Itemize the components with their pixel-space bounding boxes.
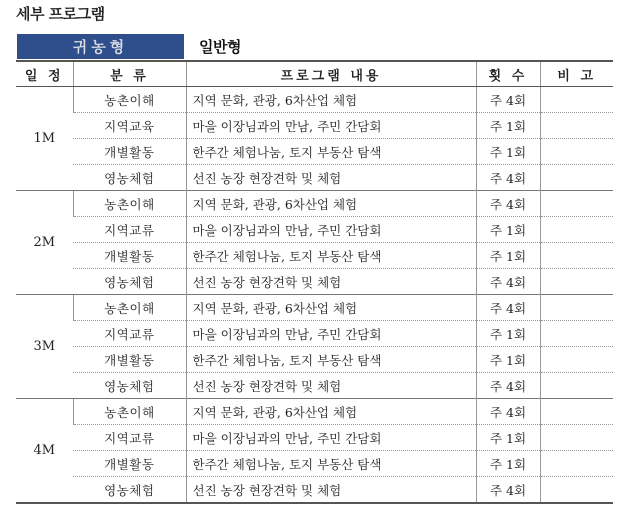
category-cell: 영농체험 (73, 165, 186, 191)
frequency-cell: 주 4회 (476, 269, 540, 295)
category-cell: 농촌이해 (73, 191, 186, 217)
category-cell: 개별활동 (73, 243, 186, 269)
category-cell: 지역교육 (73, 113, 186, 139)
frequency-cell: 주 1회 (476, 425, 540, 451)
frequency-cell: 주 1회 (476, 139, 540, 165)
table-row (16, 295, 613, 321)
frequency-cell: 주 4회 (476, 165, 540, 191)
category-cell: 농촌이해 (73, 87, 186, 113)
month-cell: 4M (16, 399, 73, 504)
frequency-cell: 주 1회 (476, 243, 540, 269)
content-cell: 지역 문화, 관광, 6차산업 체험 (186, 399, 476, 425)
table-row (16, 399, 613, 425)
note-cell (540, 165, 613, 191)
content-cell: 선진 농장 현장견학 및 체험 (186, 477, 476, 504)
month-cell: 1M (33, 131, 56, 146)
header-frequency: 횟 수 (476, 61, 540, 87)
month-cell: 2M (16, 191, 73, 295)
frequency-cell: 주 4회 (476, 191, 540, 217)
frequency-cell: 주 1회 (476, 347, 540, 373)
frequency-cell: 주 1회 (476, 451, 540, 477)
table-row (16, 87, 613, 113)
table-row (16, 425, 613, 451)
content-cell: 한주간 체험나눔, 토지 부동산 탐색 (186, 451, 476, 477)
note-cell (540, 269, 613, 295)
content-cell: 한주간 체험나눔, 토지 부동산 탐색 (186, 139, 476, 165)
table-row (16, 451, 613, 477)
table-row (16, 113, 613, 139)
content-cell: 한주간 체험나눔, 토지 부동산 탐색 (186, 243, 476, 269)
content-cell: 마을 이장님과의 만남, 주민 간담회 (186, 321, 476, 347)
program-type-value: 일반형 (199, 38, 241, 56)
content-cell: 마을 이장님과의 만남, 주민 간담회 (186, 217, 476, 243)
note-cell (540, 425, 613, 451)
table-row (16, 321, 613, 347)
note-cell (540, 191, 613, 217)
note-cell (540, 321, 613, 347)
note-cell (540, 295, 613, 321)
note-cell (540, 113, 613, 139)
frequency-cell: 주 4회 (476, 87, 540, 113)
category-cell: 개별활동 (73, 451, 186, 477)
category-cell: 농촌이해 (73, 295, 186, 321)
content-cell: 한주간 체험나눔, 토지 부동산 탐색 (186, 347, 476, 373)
category-cell: 개별활동 (73, 139, 186, 165)
note-cell (540, 243, 613, 269)
table-row (16, 243, 613, 269)
content-cell: 지역 문화, 관광, 6차산업 체험 (186, 87, 476, 113)
content-cell: 마을 이장님과의 만남, 주민 간담회 (186, 425, 476, 451)
table-row (16, 165, 613, 191)
table-row (16, 269, 613, 295)
note-cell (540, 477, 613, 504)
category-cell: 영농체험 (73, 269, 186, 295)
content-cell: 선진 농장 현장견학 및 체험 (186, 269, 476, 295)
frequency-cell: 주 4회 (476, 373, 540, 399)
frequency-cell: 주 4회 (476, 477, 540, 504)
program-table-body (16, 87, 613, 504)
frequency-cell: 주 4회 (476, 399, 540, 425)
category-cell: 영농체험 (73, 373, 186, 399)
note-cell (540, 217, 613, 243)
header-note: 비 고 (540, 61, 613, 87)
note-cell (540, 347, 613, 373)
frequency-cell: 주 4회 (476, 295, 540, 321)
category-cell: 지역교류 (73, 425, 186, 451)
table-row (16, 477, 613, 504)
table-row (16, 139, 613, 165)
content-cell: 지역 문화, 관광, 6차산업 체험 (186, 191, 476, 217)
note-cell (540, 399, 613, 425)
category-cell: 영농체험 (73, 477, 186, 504)
header-program-content: 프로그램 내용 (186, 61, 476, 87)
frequency-cell: 주 1회 (476, 217, 540, 243)
frequency-cell: 주 1회 (476, 321, 540, 347)
month-cell: 3M (16, 295, 73, 399)
category-cell: 농촌이해 (73, 399, 186, 425)
content-cell: 선진 농장 현장견학 및 체험 (186, 165, 476, 191)
program-type-tag: 귀농형 (17, 34, 184, 59)
program-table (16, 60, 613, 504)
table-header-row (16, 61, 613, 87)
content-cell: 마을 이장님과의 만남, 주민 간담회 (186, 113, 476, 139)
program-type-row (17, 34, 241, 59)
table-row (16, 217, 613, 243)
note-cell (540, 451, 613, 477)
table-row (16, 191, 613, 217)
table-row (16, 373, 613, 399)
category-cell: 개별활동 (73, 347, 186, 373)
content-cell: 지역 문화, 관광, 6차산업 체험 (186, 295, 476, 321)
note-cell (540, 87, 613, 113)
header-category: 분 류 (73, 61, 186, 87)
note-cell (540, 373, 613, 399)
content-cell: 선진 농장 현장견학 및 체험 (186, 373, 476, 399)
page-title: 세부 프로그램 (16, 5, 105, 23)
frequency-cell: 주 1회 (476, 113, 540, 139)
header-schedule: 일 정 (16, 61, 73, 87)
category-cell: 지역교류 (73, 217, 186, 243)
note-cell (540, 139, 613, 165)
category-cell: 지역교류 (73, 321, 186, 347)
table-row (16, 347, 613, 373)
